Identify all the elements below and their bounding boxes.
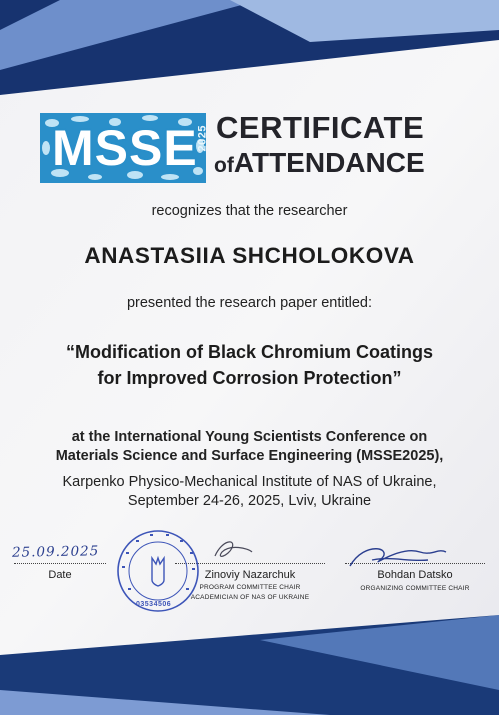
logo-text: MSSE [52,120,198,176]
paper-title: “Modification of Black Chromium Coatings for Improved Corrosion Protection” [65,342,433,388]
handwritten-date: 25.09.2025 [11,543,100,561]
conference-venue: Karpenko Physico-Mechanical Institute of NAS of Ukraine, September 24-26, 2025, Lviv, Ukraine [62,474,437,509]
conference-name: at the International Young Scientists Conference on Materials Science and Surface Engineering (MSSE2025), [55,429,444,464]
recipient-name: ANASTASIIA SHCHOLOKOVA [84,243,415,268]
organizer-name: Bohdan Datsko [377,569,453,581]
organizer-signature-icon [350,549,446,566]
logo-year: 2025 [196,125,208,152]
presented-text: presented the research paper entitled: [126,295,373,311]
stamp-code: 03534506 [136,601,172,608]
chair-signature-icon [215,542,252,556]
certificate-subheading: ofATTENDANCE [214,147,425,178]
chair-role: PROGRAM COMMITTEE CHAIR [199,584,301,591]
organizer-role: ORGANIZING COMMITTEE CHAIR [360,585,470,592]
chair-title: ACADEMICIAN OF NAS OF UKRAINE [190,594,310,601]
certificate-heading: CERTIFICATE [216,110,425,145]
date-label: Date [48,569,72,581]
recognizes-text: recognizes that the researcher [151,203,348,219]
chair-name: Zinoviy Nazarchuk [204,569,296,581]
